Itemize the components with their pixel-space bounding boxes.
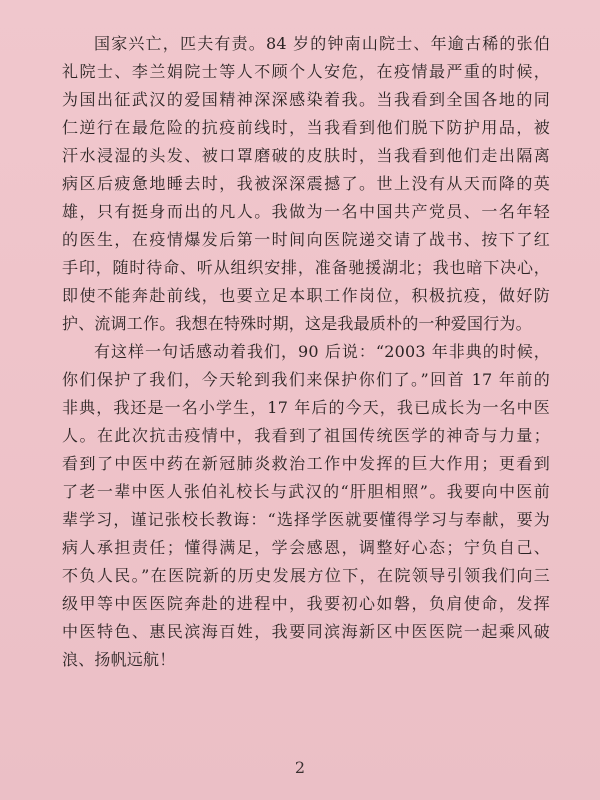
text-line: 了老一辈中医人张伯礼校长与武汉的“肝胆相照”。我要向中医前	[62, 482, 550, 501]
text-line: 礼院士、李兰娟院士等人不顾个人安危，在疫情最严重的时候，	[62, 62, 550, 81]
text-line: 病人承担责任；懂得满足，学会感恩，调整好心态；宁负自己、	[62, 538, 550, 557]
text-line: 手印，随时待命、听从组织安排，准备驰援湖北；我也暗下决心，	[62, 258, 550, 277]
page-number: 2	[294, 758, 306, 777]
text-line: 非典，我还是一名小学生，17 年后的今天，我已成长为一名中医	[62, 398, 550, 417]
text-line: 有这样一句话感动着我们，90 后说：“2003 年非典的时候，	[94, 342, 550, 361]
text-line: 看到了中医中药在新冠肺炎救治工作中发挥的巨大作用；更看到	[62, 454, 550, 473]
document-body	[62, 30, 550, 674]
text-line: 仁逆行在最危险的抗疫前线时，当我看到他们脱下防护用品，被	[62, 118, 550, 137]
text-line: 即使不能奔赴前线，也要立足本职工作岗位，积极抗疫，做好防	[62, 286, 550, 305]
text-line: 级甲等中医医院奔赴的进程中，我要初心如磐，负肩使命，发挥	[62, 594, 550, 613]
text-line: 中医特色、惠民滨海百姓，我要同滨海新区中医医院一起乘风破	[62, 622, 550, 641]
text-line: 辈学习，谨记张校长教诲：“选择学医就要懂得学习与奉献，要为	[62, 510, 550, 529]
text-line: 汗水浸湿的头发、被口罩磨破的皮肤时，当我看到他们走出隔离	[62, 146, 550, 165]
text-line: 护、流调工作。我想在特殊时期，这是我最质朴的一种爱国行为。	[62, 314, 532, 333]
text-line: 的医生，在疫情爆发后第一时间向医院递交请了战书、按下了红	[62, 230, 550, 249]
text-line: 你们保护了我们，今天轮到我们来保护你们了。”回首 17 年前的	[62, 370, 550, 389]
text-line: 雄，只有挺身而出的凡人。我做为一名中国共产党员、一名年轻	[62, 202, 550, 221]
text-line: 病区后疲惫地睡去时，我被深深震撼了。世上没有从天而降的英	[62, 174, 550, 193]
text-line: 浪、扬帆远航！	[62, 650, 176, 669]
text-line: 不负人民。”在医院新的历史发展方位下，在院领导引领我们向三	[62, 566, 550, 585]
text-line: 国家兴亡，匹夫有责。84 岁的钟南山院士、年逾古稀的张伯	[94, 34, 550, 53]
text-line: 为国出征武汉的爱国精神深深感染着我。当我看到全国各地的同	[62, 90, 550, 109]
text-line: 人。在此次抗击疫情中，我看到了祖国传统医学的神奇与力量；	[62, 426, 550, 445]
